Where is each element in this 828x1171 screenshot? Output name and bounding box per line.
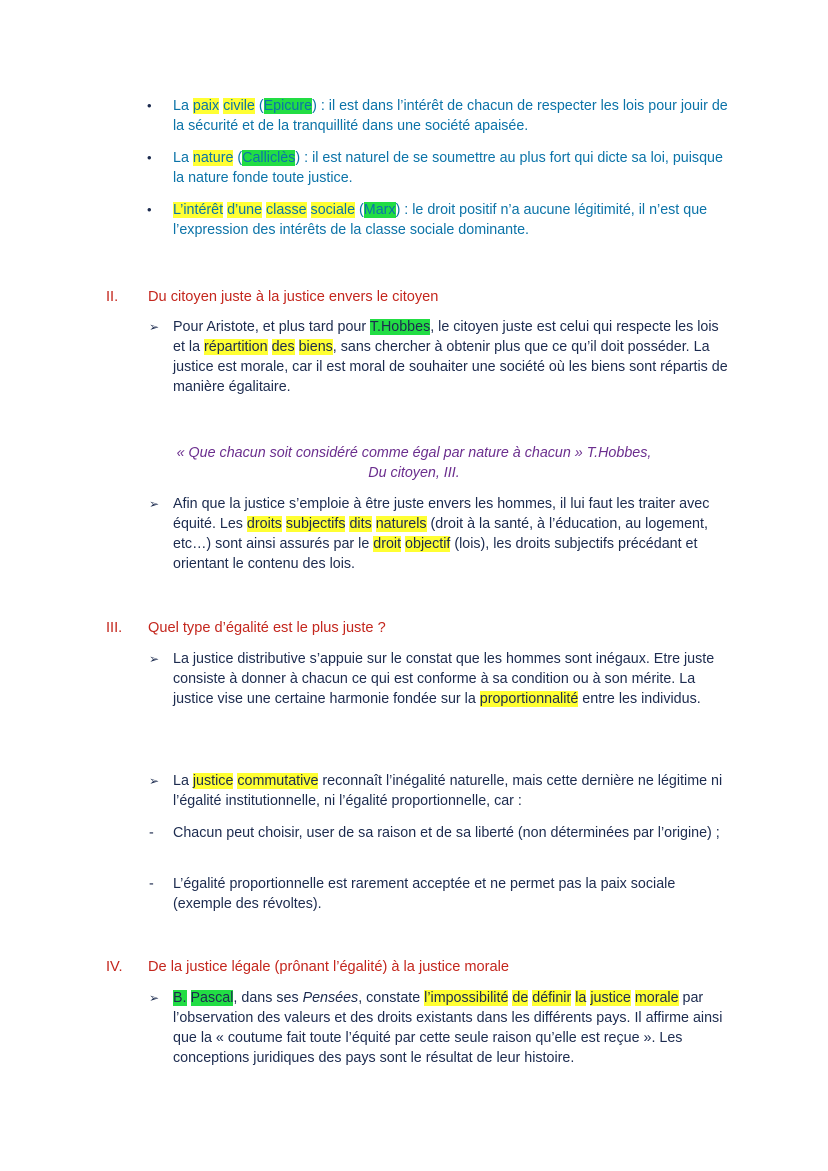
section-number: III.	[106, 620, 123, 636]
arrow-bullet-icon: ➢	[149, 991, 160, 1005]
paragraph-commutative: ➢ La justice commutative reconnaît l’inégalité naturelle, mais cette dernière ne légitime ni l’égalité institutionnelle, ni l’égalité proportionnelle, car :	[149, 773, 723, 809]
hobbes-quote: « Que chacun soit considéré comme égal par nature à chacun » T.Hobbes, Du citoyen, III.	[176, 445, 652, 481]
dash-item-choix: - Chacun peut choisir, user de sa raison et de sa liberté (non déterminées par l’origine) ;	[149, 825, 720, 841]
list-item: • L’intérêt d’une classe sociale (Marx) : le droit positif n’a aucune légitimité, il n’est que l’expression des intérêts de la classe sociale dominante.	[147, 202, 708, 238]
arrow-bullet-icon: ➢	[149, 652, 160, 666]
section-title: Du citoyen juste à la justice envers le citoyen	[148, 289, 439, 305]
author-name: Pascal	[190, 990, 234, 1006]
dash-item-egalite: - L’égalité proportionnelle est rarement acceptée et ne permet pas la paix sociale (exemple des révoltes).	[149, 876, 676, 912]
dash-bullet: -	[149, 876, 154, 892]
section-number: IV.	[106, 959, 123, 975]
list-item: • La paix civile (Epicure) : il est dans l’intérêt de chacun de respecter les lois pour jouir de la sécurité et de la tranquillité dans une société apaisée.	[147, 98, 728, 134]
bullet-icon: •	[147, 202, 152, 217]
paragraph-equite: ➢ Afin que la justice s’emploie à être juste envers les hommes, il lui faut les traiter avec équité. Les droits subjectifs dits naturels (droit à la santé, à l’éducation, au logement, etc…) sont ainsi assurés par le droit objectif (lois), les droits subjectifs précédant et orientant le contenu des lois.	[149, 496, 710, 572]
paragraph-aristote: ➢ Pour Aristote, et plus tard pour T.Hobbes, le citoyen juste est celui qui respecte les lois et la répartition des biens, sans chercher à obtenir plus que ce qu’il doit posséder. La justice est morale, car il est moral de souhaiter une société où les biens sont répartis de manière égalitaire.	[149, 319, 728, 395]
book-title: Pensées	[302, 990, 359, 1006]
author-name: T.Hobbes	[369, 319, 431, 335]
author-name: Marx	[363, 202, 396, 218]
arrow-bullet-icon: ➢	[149, 774, 160, 788]
section-title: Quel type d’égalité est le plus juste ?	[148, 620, 386, 636]
bullet-icon: •	[147, 98, 152, 113]
paragraph-pascal: ➢ B. Pascal, dans ses Pensées, constate l’impossibilité de définir la justice morale par l’observation des valeurs et des droits existants dans les différents pays. Il affirme ainsi que la « coutume fait toute l’équité par cette seule raison qu’elle est reçue ». Les conceptions juridiques des pays sont le résultat de leur histoire.	[149, 990, 723, 1066]
bullet-icon: •	[147, 150, 152, 165]
justice-foundations-list	[146, 96, 736, 252]
author-name: Epicure	[263, 98, 313, 114]
paragraph-distributive: ➢ La justice distributive s’appuie sur le constat que les hommes sont inégaux. Etre juste consiste à donner à chacun ce qui est conforme à sa condition ou à son mérite. La justice vise une certaine harmonie fondée sur la proportionnalité entre les individus.	[149, 651, 715, 707]
author-name: Calliclès	[242, 150, 296, 166]
arrow-bullet-icon: ➢	[149, 320, 160, 334]
section-number: II.	[106, 289, 119, 305]
list-item: • La nature (Calliclès) : il est naturel de se soumettre au plus fort qui dicte sa loi, puisque la nature fonde toute justice.	[147, 150, 723, 186]
section-title: De la justice légale (prônant l’égalité) à la justice morale	[148, 959, 509, 975]
arrow-bullet-icon: ➢	[149, 497, 160, 511]
author-name: B.	[173, 990, 187, 1006]
dash-bullet: -	[149, 825, 154, 841]
